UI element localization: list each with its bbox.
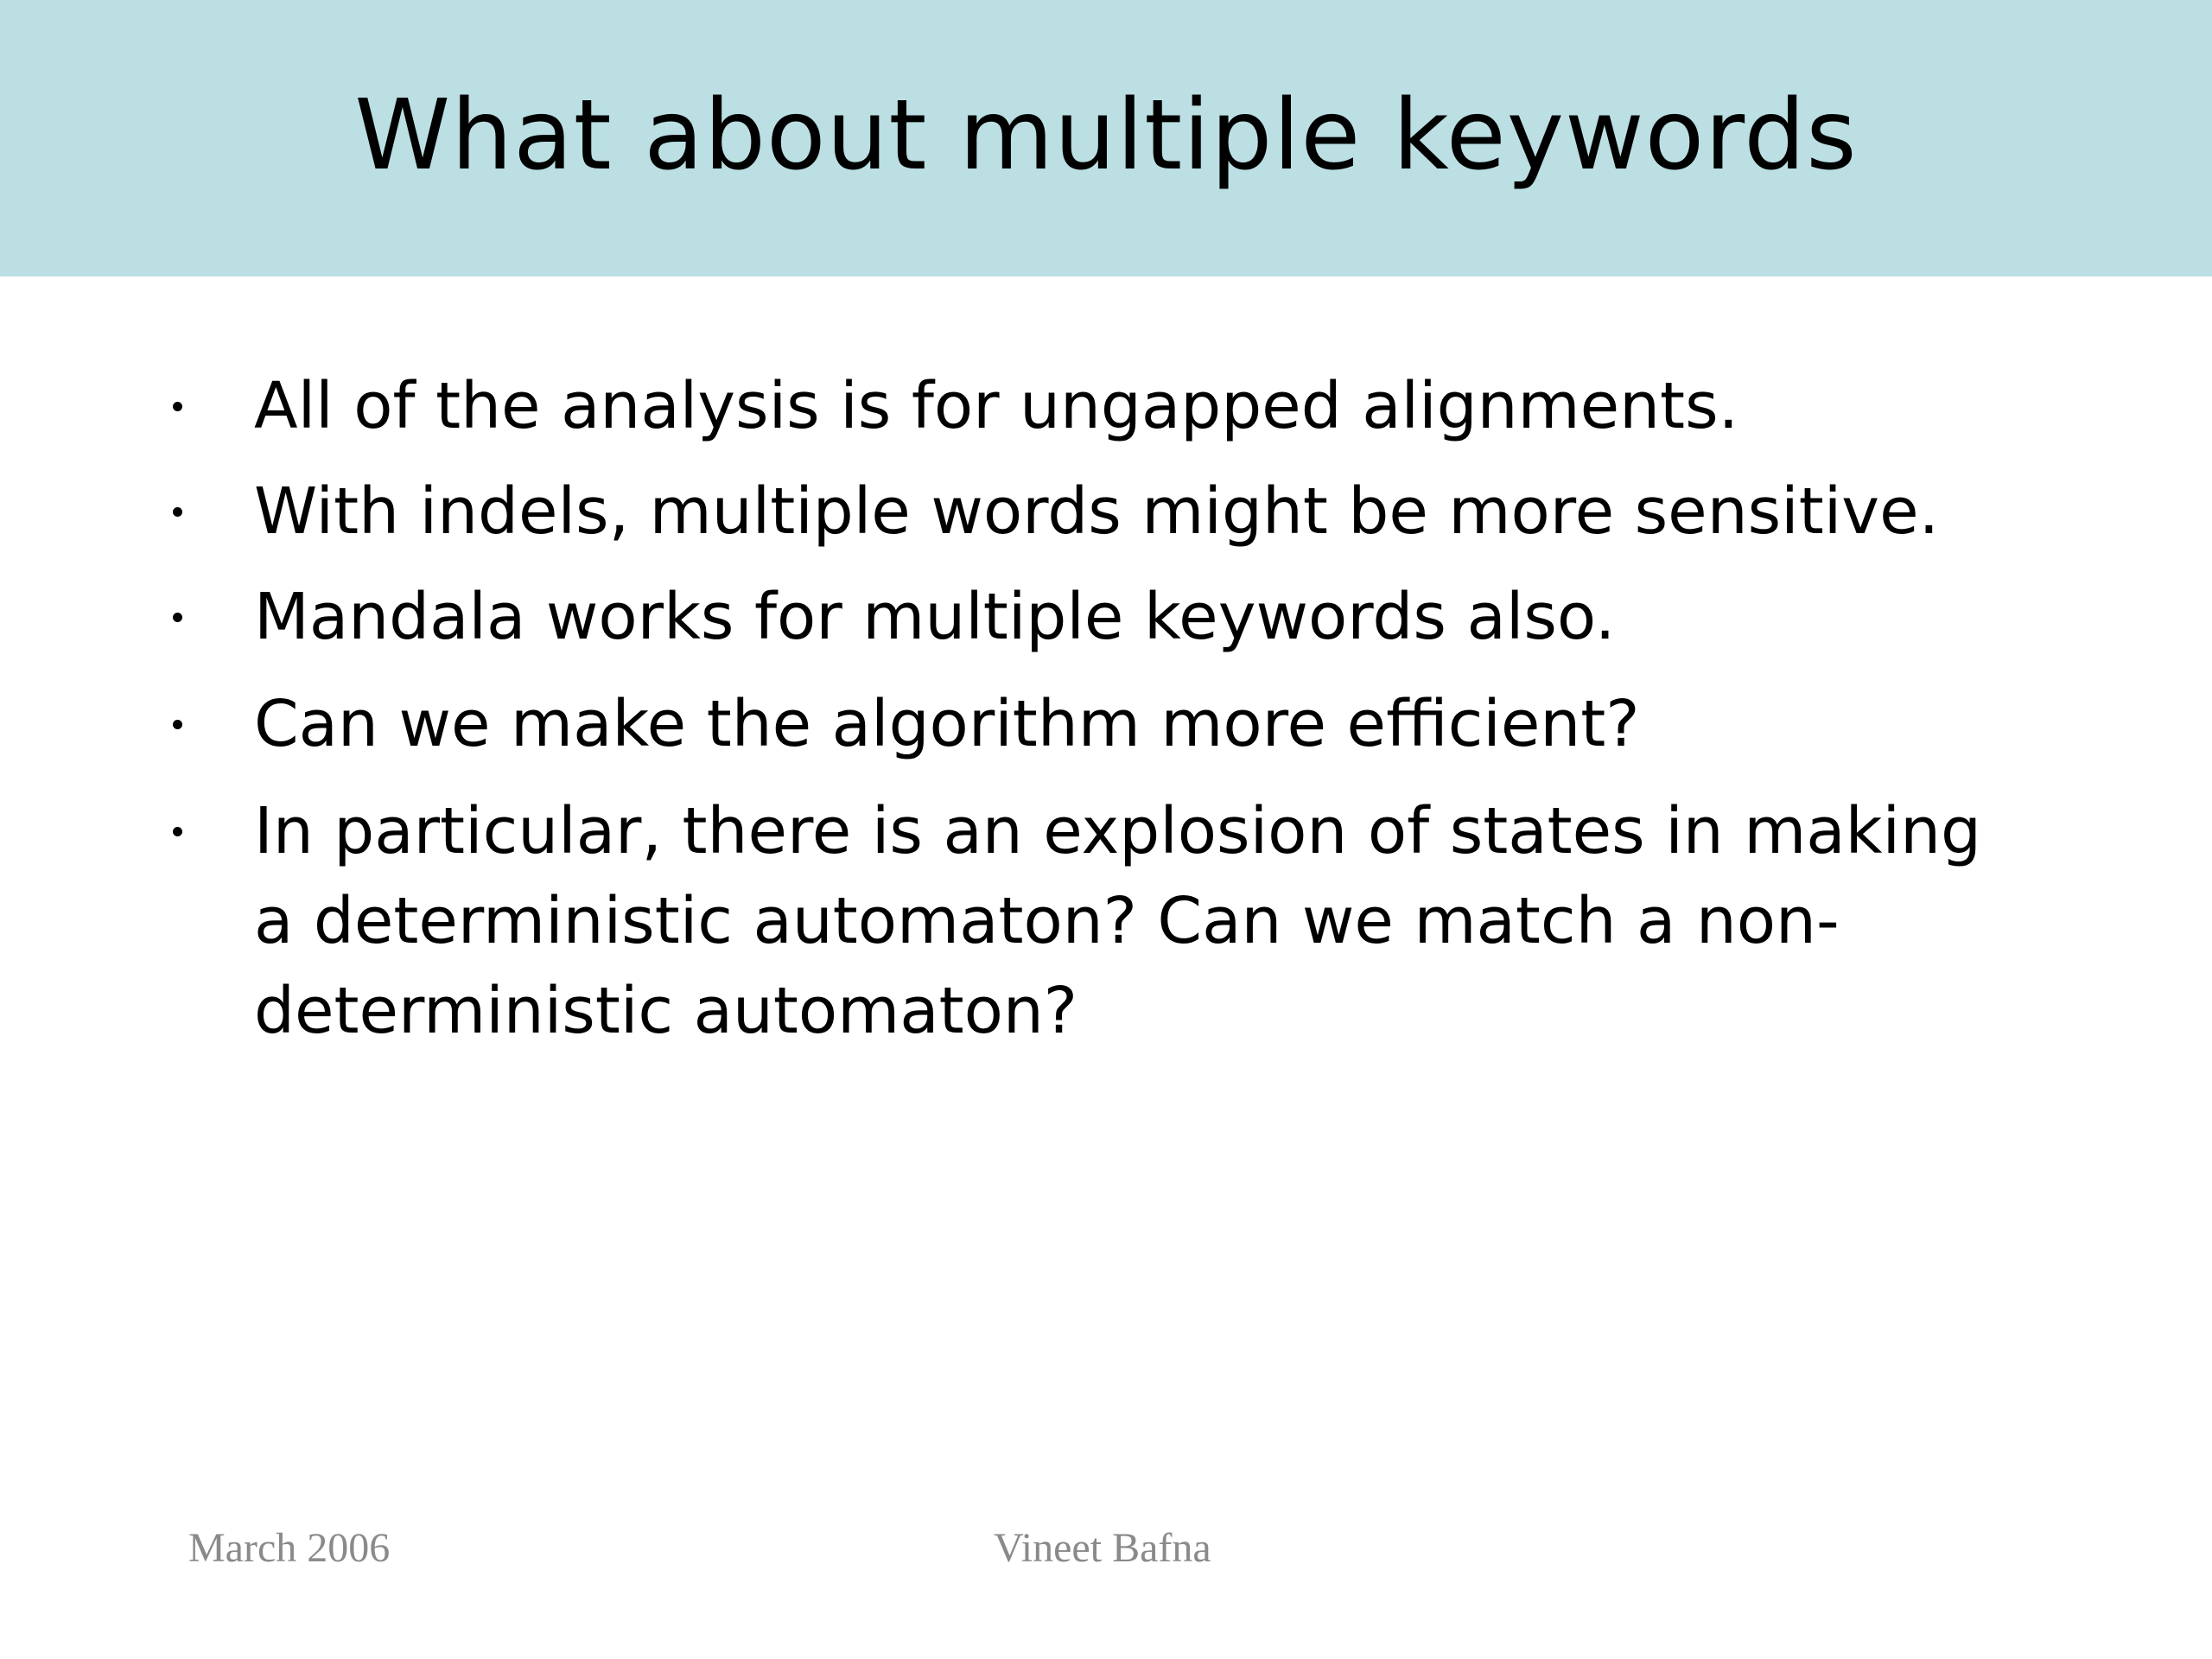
footer-date: March 2006: [188, 1525, 391, 1571]
bullet-item: [254, 361, 1982, 451]
bullet-text: Can we make the algorithm more efficient?: [254, 687, 1640, 761]
bullet-dot-icon: [164, 786, 190, 876]
bullet-text: With indels, multiple words might be more sensitive.: [254, 474, 1940, 549]
bullet-text: In particular, there is an explosion of states in making a deterministic automaton? Can we match a non-deterministic automaton?: [254, 794, 1981, 1048]
bullet-dot-icon: [164, 679, 190, 769]
bullet-dot-icon: [164, 572, 190, 662]
bullet-text: All of the analysis is for ungapped alignments.: [254, 369, 1739, 443]
bullet-item: [254, 467, 1982, 556]
bullet-text: Mandala works for multiple keywords also.: [254, 580, 1616, 654]
footer-author: Vineet Bafna: [994, 1525, 1211, 1571]
bullet-dot-icon: [164, 467, 190, 556]
bullet-dot-icon: [164, 361, 190, 451]
slide-title: What about multiple keywords: [354, 79, 1858, 192]
bullet-item: [254, 572, 1982, 662]
bullet-item: [254, 786, 1982, 1056]
bullet-item: [254, 679, 1982, 769]
